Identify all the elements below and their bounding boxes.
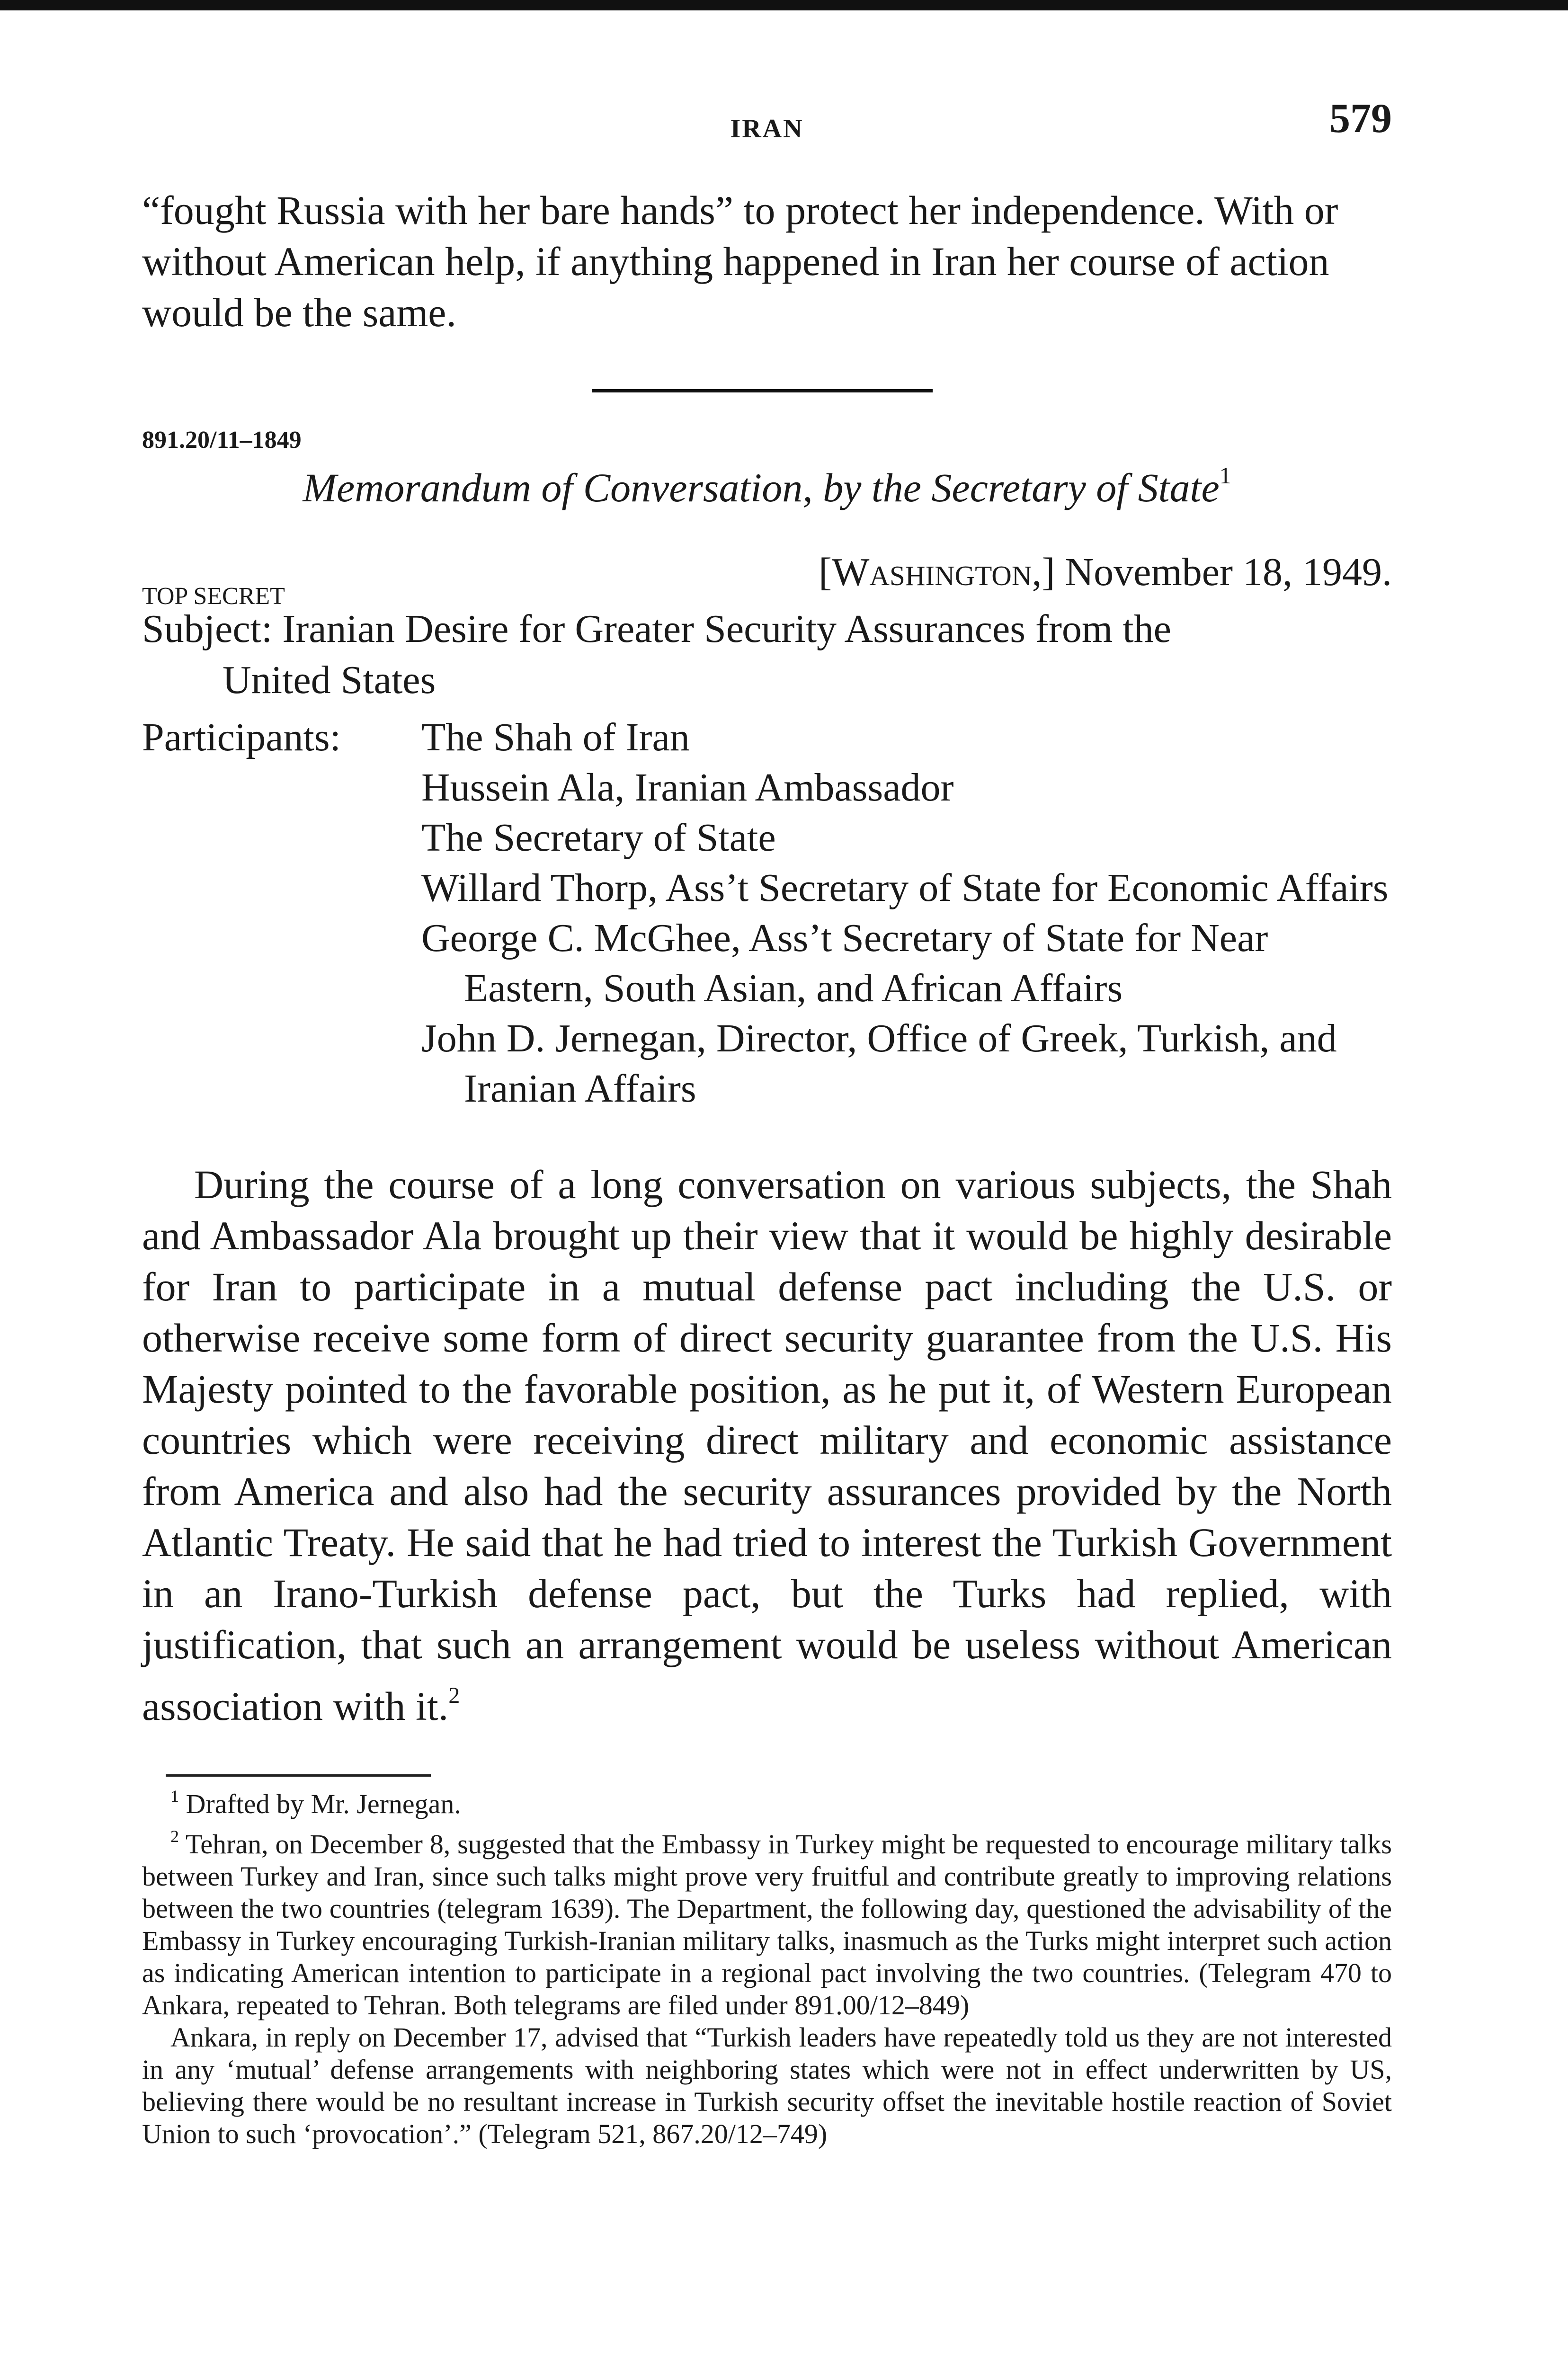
subject-label: Subject: [142,607,273,651]
body-paragraph [142,1159,1392,1732]
participant: John D. Jernegan, Director, Office of Greek, Turkish, and Iranian Affairs [421,1016,1337,1111]
page-top-edge [0,0,1568,10]
participant: George C. McGhee, Ass’t Secretary of State for Near Eastern, South Asian, and African Affairs [421,916,1268,1010]
footnotes [142,1780,1392,2150]
participant: Hussein Ala, Iranian Ambassador [421,765,954,810]
participants-list [142,712,1392,1114]
footnote-text: Drafted by Mr. Jernegan. [186,1789,461,1819]
footnote-ref: 2 [170,1827,179,1846]
footnote [142,1780,1392,1820]
participant: The Secretary of State [421,816,776,860]
subject-line-1: Iranian Desire for Greater Security Assurances from the [282,607,1171,651]
participants-label: Participants: [142,715,341,759]
classification: TOP SECRET [142,583,285,610]
footnote-divider [166,1774,431,1777]
document-title-text: Memorandum of Conversation, by the Secretary of State [303,465,1220,510]
participant: Willard Thorp, Ass’t Secretary of State for Economic Affairs [421,866,1389,910]
subject-line-2: United States [223,658,436,702]
footnote-text: Tehran, on December 8, suggested that the Embassy in Turkey might be requested to encourage military talks between Turkey and Iran, since such talks might prove very fruitful and contribute greatly to improving relations between the two countries (telegram 1639). The Department, the following day, questioned the advisability of the Embassy in Turkey encouraging Turkish-Iranian military talks, inasmuch as the Turks might interpret such action as indicating American intention to participate in a regional pact involving the two countries. (Telegram 470 to Ankara, repeated to Tehran. Both telegrams are filed under 891.00/12–849) [142,1829,1392,2020]
paragraph-footnote-ref: 2 [448,1683,460,1708]
footnote-text: Ankara, in reply on December 17, advised that “Turkish leaders have repeatedly told us they are not interested in any ‘mutual’ defense arrangements with neighboring states which were not in effect underwritten by US, believing there would be no resultant increase in Turkish security offset the inevitable hostile reaction of Soviet Union to such ‘provocation’.” (Telegram 521, 867.20/12–749) [142,2022,1392,2149]
footnote [142,1820,1392,2021]
subject-block [142,604,1392,706]
page-number: 579 [1329,96,1392,142]
running-head: IRAN [730,114,804,143]
title-footnote-ref: 1 [1219,462,1231,489]
footnote [142,2021,1392,2150]
footnote-ref: 1 [170,1787,179,1806]
document-title [142,462,1392,511]
body-paragraph-text: During the course of a long conversation on various subjects, the Shah and Ambassador Ala brought up their view that it would be highly desirable for Iran to participate in a mutual defense pact including the U.S. or otherwise receive some form of direct security guarantee from the U.S. His Majesty pointed to the favorable position, as he put it, of Western European countries which were receiving direct military and economic assistance from America and also had the security assurances provided by the North Atlantic Treaty. He said that he had tried to interest the Turkish Government in an Irano-Turkish defense pact, but the Turks had replied, with justification, that such an arrangement would be useless without American association with it. [142,1162,1392,1729]
file-number: 891.20/11–1849 [142,427,302,454]
continuation-paragraph: “fought Russia with her bare hands” to protect her independence. With or without American help, if anything happened in Iran her course of action would be the same. [142,187,1338,335]
participant: The Shah of Iran [421,715,690,759]
dateline [819,549,1392,595]
place: [Washington,] [819,550,1055,594]
section-divider [592,389,933,392]
page-header [142,85,1392,151]
participants-block [142,712,1392,1114]
date: November 18, 1949. [1065,550,1392,594]
